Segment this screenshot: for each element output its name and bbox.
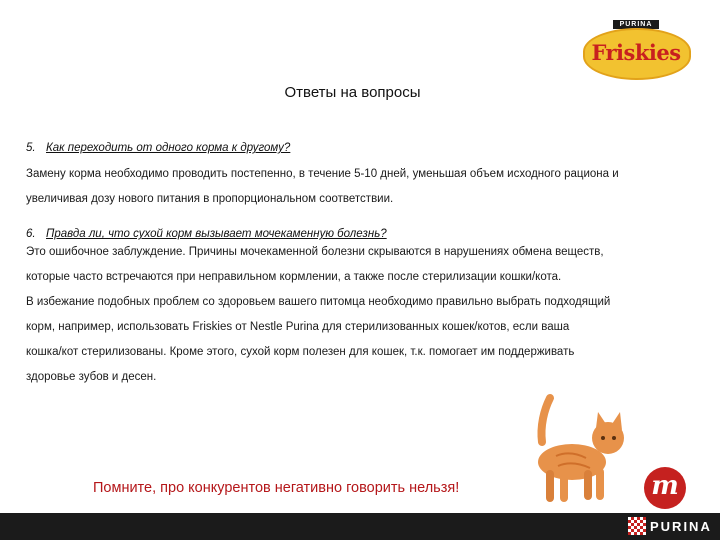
footer-bar — [0, 513, 720, 540]
purina-footer-logo — [628, 517, 712, 535]
question-5-text — [26, 142, 706, 154]
answer-5 — [26, 162, 706, 212]
answer-6 — [26, 240, 706, 390]
answer-6-line-3: В избежание подобных проблем со здоровьем вашего питомца необходимо правильно выбрать подходящий — [26, 296, 611, 308]
answer-6-line-2: которые часто встречаются при неправильном кормлении, а также после стерилизации кошки/кота. — [26, 271, 562, 283]
question-6-text — [26, 228, 706, 240]
question-5 — [26, 142, 706, 154]
purina-small-label: PURINA — [613, 20, 659, 29]
answer-6-line-1: Это ошибочное заблуждение. Причины мочекаменной болезни скрываются в нарушениях обмена веществ, — [26, 246, 604, 258]
answer-5-line-1: Замену корма необходимо проводить постепенно, в течение 5-10 дней, уменьшая объем исходного рациона и — [26, 168, 619, 180]
question-6 — [26, 228, 706, 240]
question-6-label: Правда ли, что сухой корм вызывает мочекаменную болезнь? — [46, 228, 387, 240]
answer-6-line-4: корм, например, использовать Friskies от Nestle Purina для стерилизованных кошек/котов, если ваша — [26, 321, 570, 333]
reminder-text: Помните, про конкурентов негативно говорить нельзя! — [93, 480, 460, 496]
answer-6-line-6: здоровье зубов и десен. — [26, 371, 157, 383]
question-5-label: Как переходить от одного корма к другому? — [46, 142, 291, 154]
answer-5-line-2: увеличивая дозу нового питания в пропорциональном соответствии. — [26, 193, 394, 205]
answer-6-line-5: кошка/кот стерилизованы. Кроме этого, сухой корм полезен для кошек, т.к. помогает им поддерживать — [26, 346, 575, 358]
m-logo-badge — [644, 467, 686, 509]
question-5-number: 5. — [26, 142, 36, 154]
question-6-number: 6. — [26, 228, 36, 240]
page-title: Ответы на вопросы — [284, 84, 421, 101]
friskies-wordmark: Friskies — [591, 40, 681, 65]
purina-checkerboard-icon — [628, 517, 646, 535]
friskies-logo — [583, 20, 689, 78]
purina-footer-label: PURINA — [650, 518, 712, 534]
m-logo-letter: m — [651, 471, 679, 501]
kitten-illustration — [510, 390, 630, 508]
